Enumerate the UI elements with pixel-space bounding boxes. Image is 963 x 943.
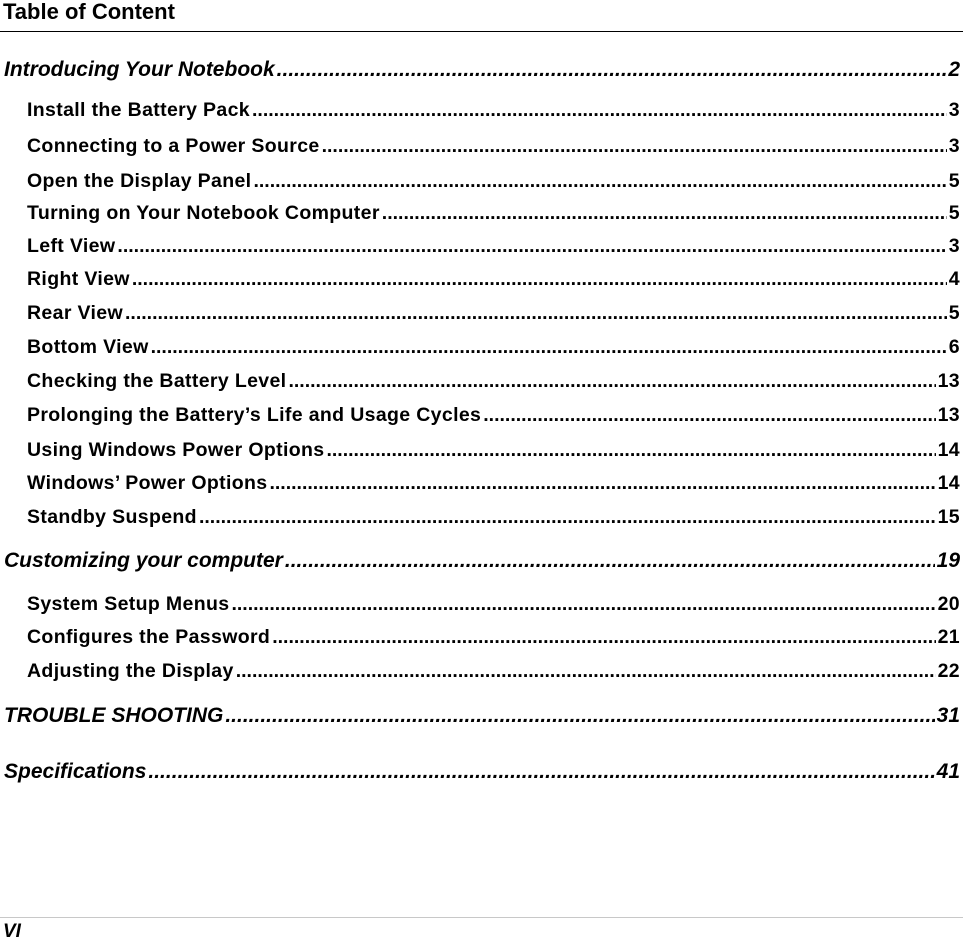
toc-entry[interactable] (27, 404, 960, 427)
dot-leader (253, 170, 946, 193)
toc-entry-page-number: 22 (937, 660, 960, 682)
dot-leader (326, 439, 935, 462)
toc-entry-title: Left View (27, 235, 116, 257)
toc-entry-page-number: 13 (937, 370, 960, 392)
toc-entry-title: Standby Suspend (27, 506, 197, 528)
toc-entry-page-number: 3 (948, 235, 960, 257)
toc-entry-page-number: 31 (936, 704, 960, 727)
toc-entry-title: Prolonging the Battery’s Life and Usage Cycles (27, 404, 482, 426)
toc-entry-page-number: 15 (937, 506, 960, 528)
toc-entry-page-number: 5 (948, 202, 960, 224)
toc-entry[interactable] (27, 336, 960, 359)
toc-entry[interactable] (4, 549, 960, 573)
toc-entry-title: Bottom View (27, 336, 149, 358)
toc-entry[interactable] (4, 704, 960, 728)
footer-divider (0, 917, 963, 918)
dot-leader (231, 593, 935, 616)
toc-entry-page-number: 41 (936, 760, 960, 783)
toc-entry[interactable] (27, 626, 960, 649)
toc-entry[interactable] (4, 58, 960, 82)
dot-leader (132, 268, 947, 291)
toc-entry[interactable] (27, 439, 960, 462)
toc-entry-title: Rear View (27, 302, 124, 324)
toc-entry[interactable] (27, 235, 960, 258)
toc-entry-title: Adjusting the Display (27, 660, 234, 682)
toc-entry-title: Using Windows Power Options (27, 439, 325, 461)
toc-entry[interactable] (27, 660, 960, 683)
dot-leader (148, 760, 934, 784)
toc-entry-page-number: 14 (937, 439, 960, 461)
dot-leader (322, 135, 947, 158)
toc-entry-page-number: 3 (948, 135, 960, 157)
toc-entry[interactable] (27, 99, 960, 122)
toc-entry-title: System Setup Menus (27, 593, 230, 615)
toc-entry-title: TROUBLE SHOOTING (4, 704, 224, 727)
dot-leader (285, 549, 935, 573)
page-title: Table of Content (3, 0, 175, 24)
toc-entry-page-number: 4 (948, 268, 960, 290)
footer-page-number: VI (3, 921, 21, 942)
dot-leader (252, 99, 947, 122)
toc-entry-title: Windows’ Power Options (27, 472, 268, 494)
toc-entry-page-number: 3 (948, 99, 960, 121)
toc-entry-page-number: 13 (937, 404, 960, 426)
toc-entry[interactable] (27, 472, 960, 495)
dot-leader (483, 404, 935, 427)
dot-leader (199, 506, 936, 529)
toc-entry[interactable] (27, 370, 960, 393)
toc-entry-page-number: 20 (937, 593, 960, 615)
toc-entry-page-number: 6 (948, 336, 960, 358)
toc-entry-title: Turning on Your Notebook Computer (27, 202, 380, 224)
toc-entry-page-number: 14 (937, 472, 960, 494)
toc-entry-page-number: 5 (948, 170, 960, 192)
dot-leader (269, 472, 935, 495)
toc-entry-title: Install the Battery Pack (27, 99, 250, 121)
toc-entry[interactable] (27, 506, 960, 529)
toc-entry-title: Introducing Your Notebook (4, 58, 275, 81)
toc-entry[interactable] (27, 268, 960, 291)
toc-entry-title: Specifications (4, 760, 147, 783)
toc-entry-title: Checking the Battery Level (27, 370, 287, 392)
toc-entry-title: Configures the Password (27, 626, 271, 648)
toc-entry[interactable] (27, 135, 960, 158)
toc-entry[interactable] (27, 302, 960, 325)
toc-entry[interactable] (4, 760, 960, 784)
dot-leader (382, 202, 947, 225)
toc-entry[interactable] (27, 593, 960, 616)
toc-entry-page-number: 21 (937, 626, 960, 648)
toc-entry[interactable] (27, 202, 960, 225)
toc-entry[interactable] (27, 170, 960, 193)
toc-entry-title: Connecting to a Power Source (27, 135, 320, 157)
dot-leader (272, 626, 935, 649)
dot-leader (225, 704, 934, 728)
dot-leader (236, 660, 936, 683)
toc-entry-page-number: 5 (948, 302, 960, 324)
toc-entry-page-number: 19 (936, 549, 960, 572)
toc-entry-title: Right View (27, 268, 130, 290)
dot-leader (277, 58, 947, 82)
toc-entry-title: Open the Display Panel (27, 170, 252, 192)
dot-leader (125, 302, 947, 325)
toc-entry-page-number: 2 (948, 58, 960, 81)
dot-leader (117, 235, 946, 258)
toc-entry-title: Customizing your computer (4, 549, 283, 572)
dot-leader (288, 370, 935, 393)
dot-leader (151, 336, 947, 359)
